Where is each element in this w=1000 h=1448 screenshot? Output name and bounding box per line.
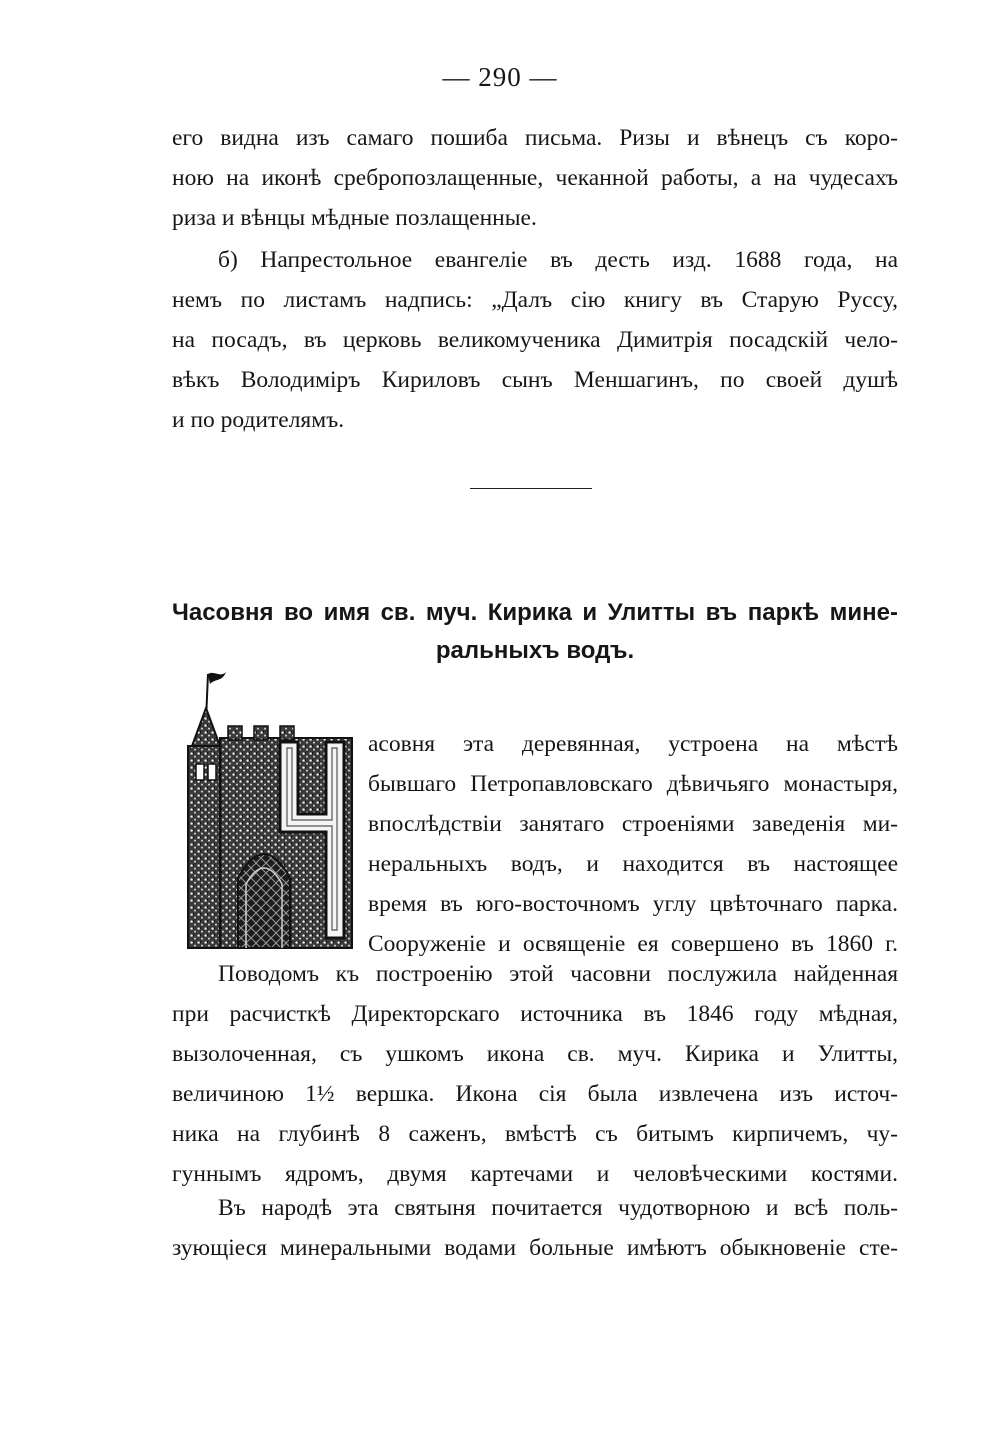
- section-divider: [470, 488, 592, 489]
- veneration-paragraph: [172, 1188, 898, 1268]
- text-line: впослѣдствіи занятаго строеніями заведенія ми-: [368, 811, 898, 837]
- text-line: неральныхъ водъ, и находится въ настоящее: [368, 851, 898, 877]
- text-line: немъ по листамъ надпись: „Далъ сію книгу въ Старую Руссу,: [172, 287, 898, 313]
- text-line: асовня эта деревянная, устроена на мѣстѣ: [368, 731, 898, 757]
- intro-paragraph: [368, 724, 898, 964]
- text-line: на посадъ, въ церковь великомученика Димитрія посадскій чело-: [172, 327, 898, 353]
- text-line: вызолоченная, съ ушкомъ икона св. муч. Кирика и Улитты,: [172, 1041, 898, 1067]
- text-line: бывшаго Петропавловскаго дѣвичьяго монастыря,: [368, 771, 898, 797]
- text-line: ною на иконѣ сребропозлащенные, чеканной работы, а на чудесахъ: [172, 165, 898, 191]
- section-title-line: Часовня во имя св. муч. Кирика и Улитты въ паркѣ мине-: [172, 599, 898, 626]
- text-line: Сооруженіе и освященіе ея совершено въ 1860 г.: [368, 931, 898, 957]
- text-line: Поводомъ къ построенію этой часовни послужила найденная: [218, 961, 898, 987]
- text-line: гуннымъ ядромъ, двумя картечами и человѣческими костями.: [172, 1161, 898, 1187]
- page-number: — 290 —: [442, 62, 558, 92]
- text-line: вѣкъ Володиміръ Кириловъ сынъ Меншагинъ, по своей душѣ: [172, 367, 898, 393]
- section-title-line: ральныхъ водъ.: [435, 637, 635, 664]
- section-title: [172, 594, 898, 670]
- text-line: б) Напрестольное евангеліе въ десть изд. 1688 года, на: [218, 247, 898, 273]
- discovery-paragraph: [172, 954, 898, 1194]
- text-line: при расчисткѣ Директорскаго источника въ 1846 году мѣдная,: [172, 1001, 898, 1027]
- text-line: его видна изъ самаго пошиба письма. Ризы и вѣнецъ съ коро-: [172, 125, 898, 151]
- text-line: риза и вѣнцы мѣдные позлащенные.: [172, 205, 537, 231]
- gospel-paragraph: [172, 240, 898, 440]
- text-line: время въ юго-восточномъ углу цвѣточнаго парка.: [368, 891, 898, 917]
- ornamental-tower-initial-letter-icon: [176, 668, 358, 950]
- text-line: зующіеся минеральными водами больные имѣютъ обыкновеніе сте-: [172, 1235, 898, 1261]
- text-line: и по родителямъ.: [172, 407, 345, 433]
- text-line: величиною 1½ вершка. Икона сія была извлечена изъ источ-: [172, 1081, 898, 1107]
- text-line: Въ народѣ эта святыня почитается чудотворною и всѣ поль-: [218, 1195, 898, 1221]
- text-line: ника на глубинѣ 8 саженъ, вмѣстѣ съ битымъ кирпичемъ, чу-: [172, 1121, 898, 1147]
- continuation-paragraph: [172, 118, 898, 238]
